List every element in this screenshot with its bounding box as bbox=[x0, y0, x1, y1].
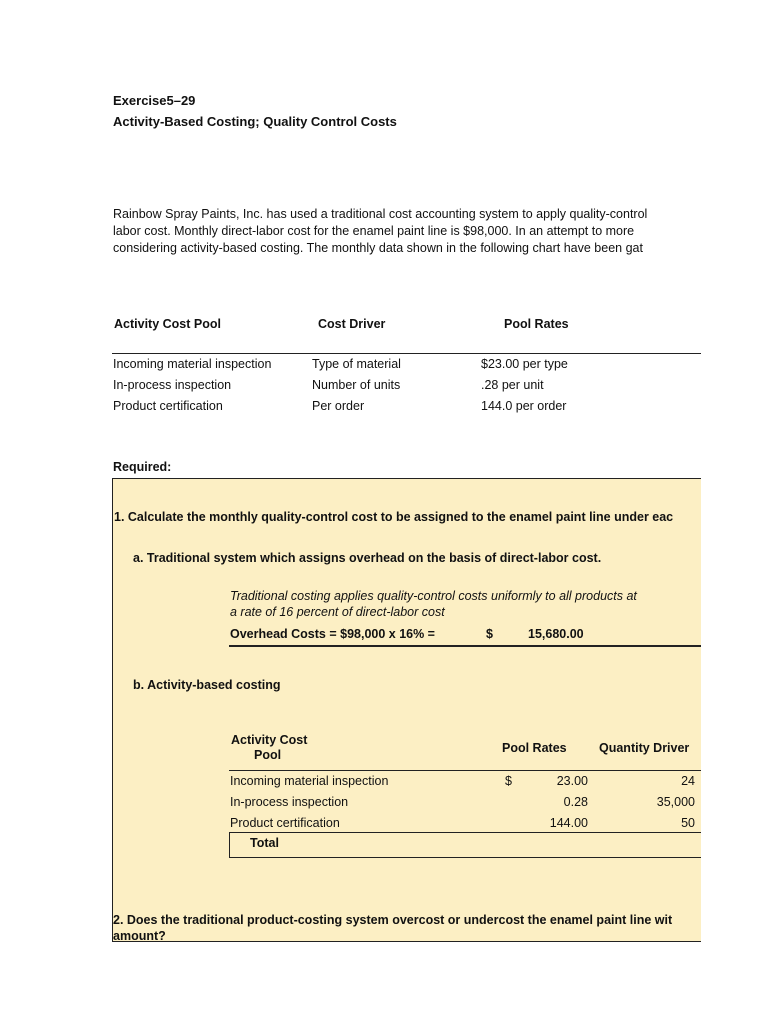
abc-header-pool-line-1: Activity Cost bbox=[231, 733, 308, 747]
abc-header-qty: Quantity Driver bbox=[599, 741, 690, 755]
pool-row-1-activity: Incoming material inspection bbox=[113, 357, 272, 371]
total-label: Total bbox=[250, 836, 279, 850]
intro-line-3: considering activity-based costing. The monthly data shown in the following chart have been gat bbox=[113, 241, 643, 255]
abc-header-rates: Pool Rates bbox=[502, 741, 567, 755]
question-1b: b. Activity-based costing bbox=[133, 678, 281, 692]
pool-row-3-rate: 144.0 per order bbox=[481, 399, 567, 413]
pool-row-2-rate: .28 per unit bbox=[481, 378, 544, 392]
exercise-number: Exercise5–29 bbox=[113, 93, 196, 108]
overhead-value: 15,680.00 bbox=[528, 627, 584, 641]
question-1a: a. Traditional system which assigns overhead on the basis of direct-labor cost. bbox=[133, 551, 602, 565]
abc-row-1-pool: Incoming material inspection bbox=[230, 774, 389, 788]
abc-row-3-rate: 144.00 bbox=[549, 816, 588, 830]
abc-header-pool-line-2: Pool bbox=[254, 748, 282, 762]
abc-row-2-pool: In-process inspection bbox=[230, 795, 349, 809]
abc-row-3-pool: Product certification bbox=[230, 816, 340, 830]
pool-row-2-activity: In-process inspection bbox=[113, 378, 232, 392]
traditional-note-line-2: a rate of 16 percent of direct-labor cost bbox=[230, 605, 445, 619]
pool-row-1-driver: Type of material bbox=[312, 357, 401, 371]
exercise-title: Activity-Based Costing; Quality Control Costs bbox=[113, 114, 397, 129]
answer-area bbox=[112, 478, 701, 942]
overhead-underline bbox=[229, 645, 701, 647]
abc-row-2-rate: 0.28 bbox=[563, 795, 588, 809]
pool-row-3-activity: Product certification bbox=[113, 399, 223, 413]
question-2-line-2: amount? bbox=[113, 929, 166, 943]
pool-table-divider bbox=[112, 353, 701, 354]
pool-row-3-driver: Per order bbox=[312, 399, 365, 413]
overhead-label: Overhead Costs = $98,000 x 16% = bbox=[230, 627, 435, 641]
intro-line-1: Rainbow Spray Paints, Inc. has used a traditional cost accounting system to apply quality-control bbox=[113, 207, 648, 221]
required-label: Required: bbox=[113, 460, 172, 474]
pool-header-activity: Activity Cost Pool bbox=[114, 317, 221, 331]
intro-line-2: labor cost. Monthly direct-labor cost for the enamel paint line is $98,000. In an attempt to more bbox=[113, 224, 635, 238]
abc-row-2-qty: 35,000 bbox=[656, 795, 695, 809]
abc-row-1-qty: 24 bbox=[681, 774, 695, 788]
pool-row-2-driver: Number of units bbox=[312, 378, 401, 392]
abc-row-1-rate: 23.00 bbox=[556, 774, 588, 788]
traditional-note-line-1: Traditional costing applies quality-control costs uniformly to all products at bbox=[230, 589, 637, 603]
pool-header-driver: Cost Driver bbox=[318, 317, 386, 331]
abc-row-1-currency: $ bbox=[505, 774, 512, 788]
question-2-line-1: 2. Does the traditional product-costing system overcost or undercost the enamel paint line wit bbox=[113, 913, 673, 927]
overhead-currency: $ bbox=[486, 627, 493, 641]
pool-row-1-rate: $23.00 per type bbox=[481, 357, 568, 371]
total-row bbox=[229, 832, 701, 858]
abc-row-3-qty: 50 bbox=[681, 816, 695, 830]
abc-table-divider bbox=[229, 770, 701, 771]
pool-header-rates: Pool Rates bbox=[504, 317, 569, 331]
question-1: 1. Calculate the monthly quality-control cost to be assigned to the enamel paint line under eac bbox=[114, 510, 674, 524]
